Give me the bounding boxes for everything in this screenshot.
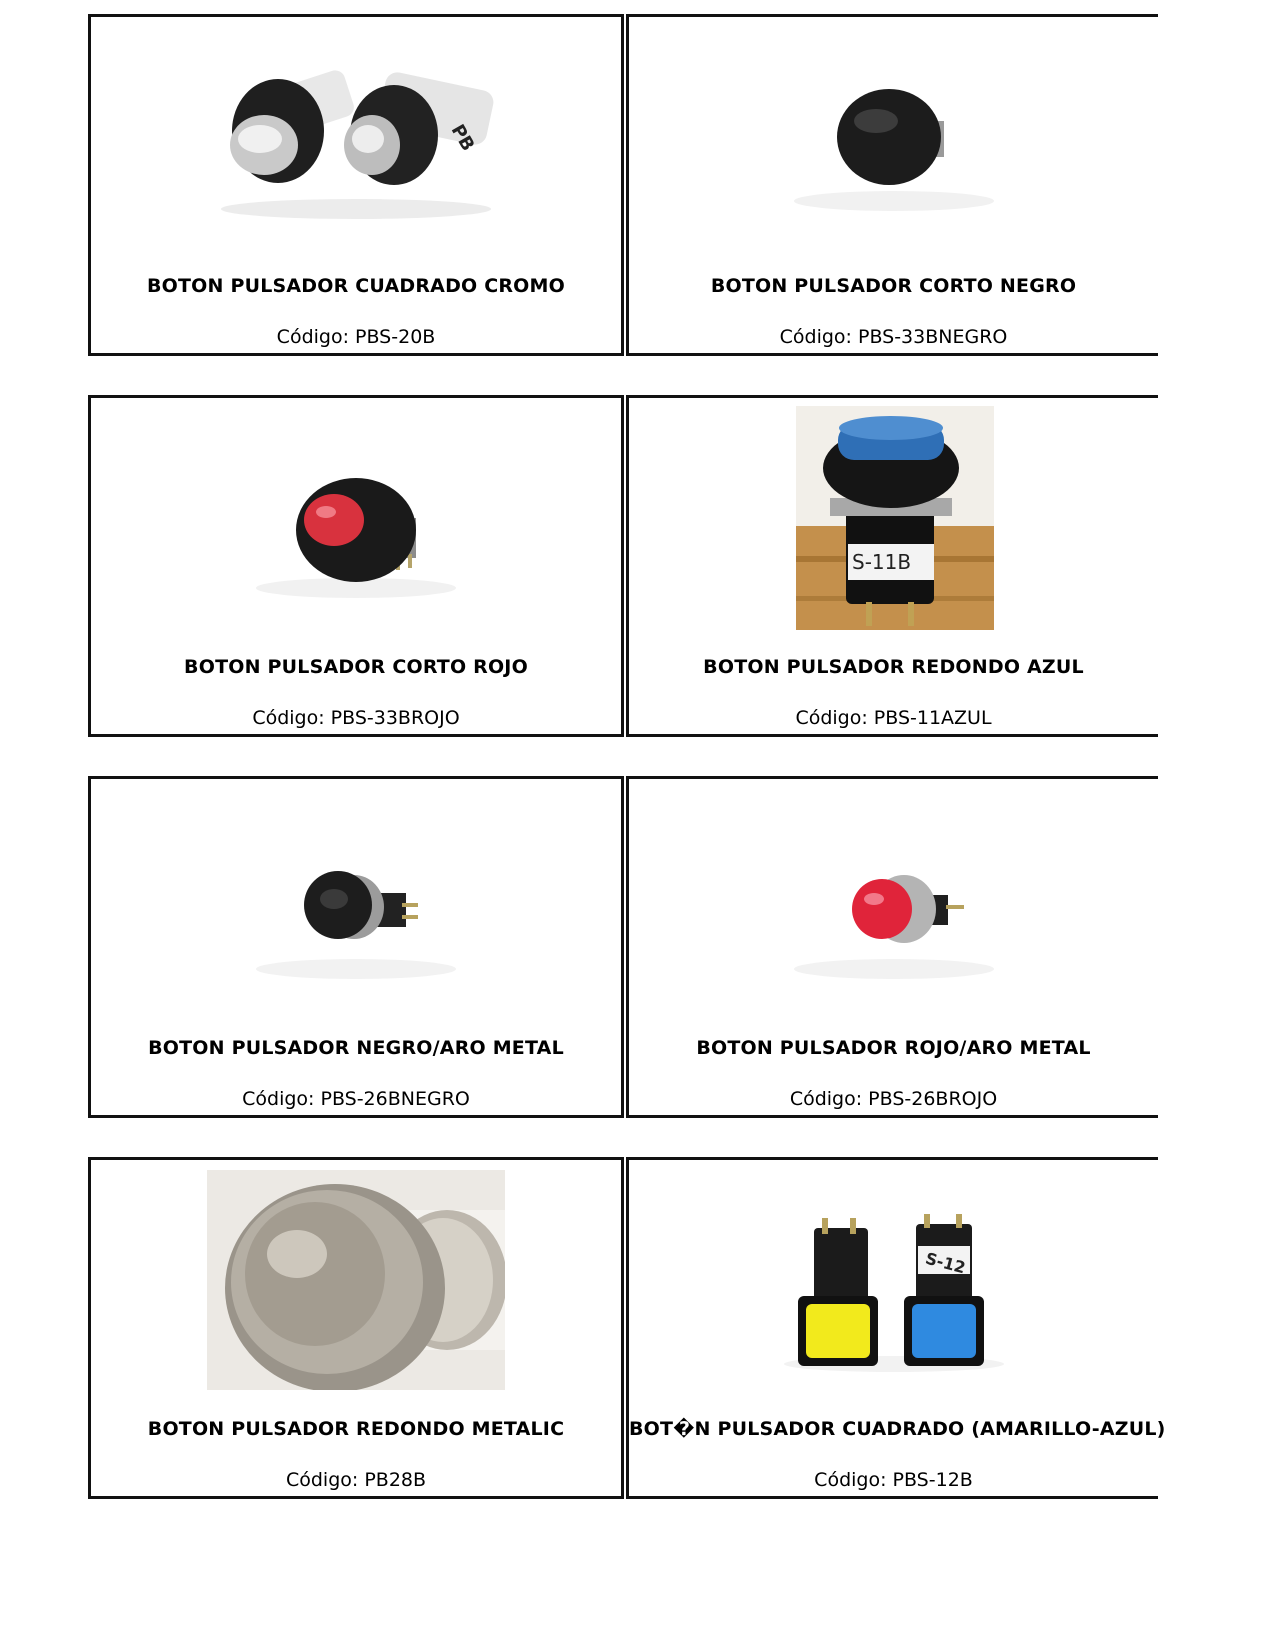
svg-text:S-11B: S-11B [852,550,912,574]
product-code: Código: PBS-11AZUL [795,707,992,729]
square-yellow-blue-push-buttons-photo [764,1184,1024,1384]
round-metallic-push-button-photo [207,1170,505,1390]
product-card [88,395,624,737]
svg-text:S-12: S-12 [923,1248,967,1278]
red-short-push-button-photo [226,438,486,618]
product-name: BOTON PULSADOR CORTO ROJO [184,656,528,678]
product-name: BOTON PULSADOR REDONDO AZUL [703,656,1084,678]
product-card [626,395,1158,737]
product-code: Código: PB28B [285,1469,427,1491]
black-button-metal-ring-photo [226,819,486,999]
black-short-push-button-photo [764,51,1024,231]
product-name: BOTON PULSADOR NEGRO/ARO METAL [148,1037,564,1059]
red-button-metal-ring-photo [764,819,1024,999]
product-code: Código: PBS-33BROJO [252,707,460,729]
product-name: BOTON PULSADOR CUADRADO CROMO [146,275,565,297]
product-card [88,776,624,1118]
svg-text:PB: PB [446,121,479,155]
product-card [88,14,624,356]
product-code: Código: PBS-26BNEGRO [242,1088,470,1110]
product-name: BOTON PULSADOR REDONDO METALIC [147,1418,565,1440]
product-code: Código: PBS-26BROJO [789,1088,998,1110]
product-code: Código: PBS-12B [814,1469,973,1491]
product-code: Código: PBS-33BNEGRO [779,326,1008,348]
product-name: BOTON PULSADOR CORTO NEGRO [710,275,1077,297]
product-name: BOTON PULSADOR ROJO/ARO METAL [696,1037,1091,1059]
product-code: Código: PBS-20B [276,326,436,348]
chrome-black-push-buttons-pair-photo [206,49,506,229]
product-card [626,1157,1166,1499]
blue-round-push-button-photo [796,406,994,630]
product-card [626,776,1158,1118]
product-card [88,1157,624,1499]
product-card [626,14,1158,356]
product-name: BOT�N PULSADOR CUADRADO (AMARILLO-AZUL) [629,1418,1166,1440]
